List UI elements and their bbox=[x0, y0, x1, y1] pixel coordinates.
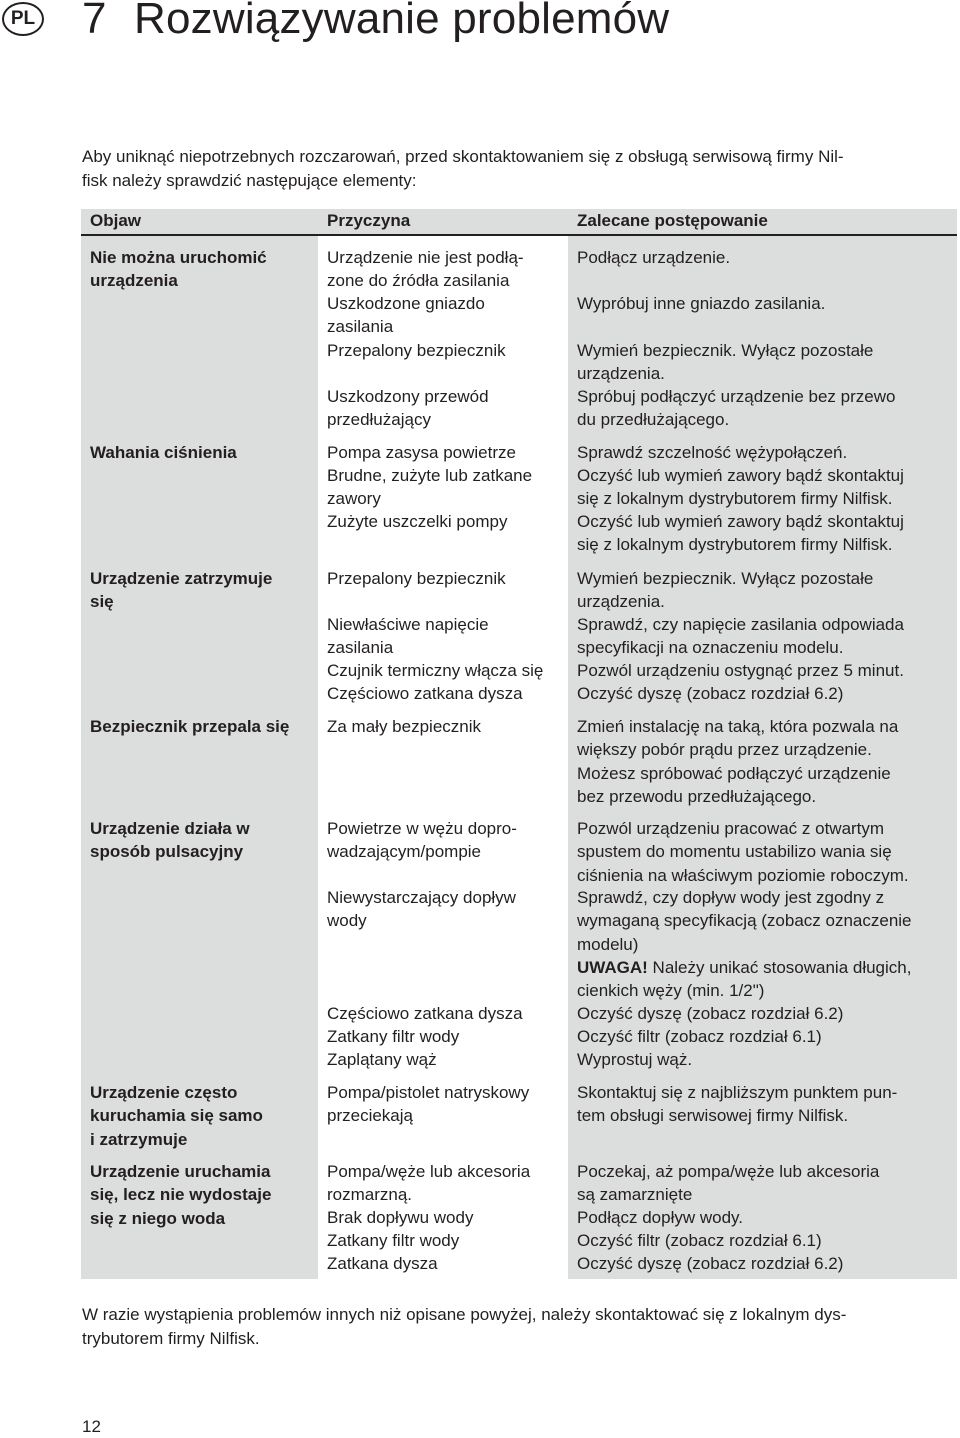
action-line: Pozwól urządzeniu pracować z otwartym bbox=[577, 819, 885, 838]
warning-line bbox=[577, 956, 911, 979]
action-line: Oczyść filtr (zobacz rozdział 6.1) bbox=[577, 1231, 822, 1250]
action-line: Podłącz dopływ wody. bbox=[577, 1208, 743, 1227]
chapter-title: Rozwiązywanie problemów bbox=[134, 0, 670, 43]
action-line: Oczyść dyszę (zobacz rozdział 6.2) bbox=[577, 1254, 844, 1273]
action-cell bbox=[577, 817, 909, 887]
cause-line: Czujnik termiczny włącza się bbox=[327, 661, 544, 680]
table-header-rule bbox=[81, 234, 957, 236]
action-line: wymaganą specyfikacją (zobacz oznaczenie bbox=[577, 911, 912, 931]
action-cell bbox=[577, 510, 904, 557]
action-cell bbox=[577, 1206, 743, 1229]
symptom-line: się bbox=[90, 592, 114, 612]
footer-line: W razie wystąpienia problemów innych niż opisane powyżej, należy skontaktować się z lokalnym dys- bbox=[82, 1305, 847, 1324]
cause-cell bbox=[327, 510, 507, 533]
action-line: Oczyść lub wymień zawory bądź skontaktuj bbox=[577, 466, 904, 485]
cause-cell bbox=[327, 886, 516, 933]
intro-line: Aby uniknąć niepotrzebnych rozczarowań, przed skontaktowaniem się z obsługą serwisową firmy Nil- bbox=[82, 147, 844, 166]
action-cell bbox=[577, 682, 843, 705]
cause-cell bbox=[327, 246, 524, 293]
cause-line: Pompa/węże lub akcesoria bbox=[327, 1162, 531, 1181]
cause-line: wadzającym/pompie bbox=[327, 842, 482, 862]
cause-line: Częściowo zatkana dysza bbox=[327, 1004, 523, 1023]
action-line: Możesz spróbować podłączyć urządzenie bbox=[577, 763, 891, 783]
warning-label: UWAGA! bbox=[577, 958, 648, 977]
cause-cell bbox=[327, 659, 543, 682]
cause-cell bbox=[327, 613, 489, 660]
action-line: są zamarznięte bbox=[577, 1185, 693, 1205]
cause-line: Uszkodzony przewód bbox=[327, 387, 489, 406]
footer-line: trybutorem firmy Nilfisk. bbox=[82, 1328, 260, 1348]
action-line: Sprawdź szczelność wężypołączeń. bbox=[577, 443, 848, 462]
symptom-line: i zatrzymuje bbox=[90, 1129, 188, 1149]
cause-cell bbox=[327, 1025, 459, 1048]
cause-line: rozmarzną. bbox=[327, 1185, 413, 1205]
cause-line: Urządzenie nie jest podłą- bbox=[327, 248, 524, 267]
action-cell bbox=[577, 659, 904, 682]
symptom-line: się, lecz nie wydostaje bbox=[90, 1185, 272, 1205]
cause-cell bbox=[327, 715, 481, 738]
action-cell bbox=[577, 1025, 822, 1048]
cause-line: Przepalony bezpiecznik bbox=[327, 341, 506, 360]
cause-line: Powietrze w wężu dopro- bbox=[327, 819, 517, 838]
action-line: Oczyść dyszę (zobacz rozdział 6.2) bbox=[577, 1004, 844, 1023]
cause-cell bbox=[327, 1002, 523, 1025]
action-cell bbox=[577, 567, 873, 614]
symptom-cell bbox=[90, 1081, 263, 1151]
action-line: Wymień bezpiecznik. Wyłącz pozostałe bbox=[577, 569, 874, 588]
cause-line: zasilania bbox=[327, 638, 394, 658]
cause-line: Pompa zasysa powietrze bbox=[327, 443, 516, 462]
symptom-cell bbox=[90, 715, 289, 738]
cause-cell bbox=[327, 682, 523, 705]
action-cell bbox=[577, 1229, 822, 1252]
action-line: urządzenia. bbox=[577, 364, 665, 384]
cause-line: zawory bbox=[327, 489, 381, 509]
intro-paragraph bbox=[82, 145, 952, 192]
action-line: du przedłużającego. bbox=[577, 410, 730, 430]
cause-cell bbox=[327, 1048, 437, 1071]
cause-line: przeciekają bbox=[327, 1106, 413, 1126]
cause-cell bbox=[327, 339, 506, 362]
action-cell bbox=[577, 292, 825, 315]
action-line: się z lokalnym dystrybutorem firmy Nilfisk. bbox=[577, 535, 893, 555]
symptom-line: Urządzenie działa w bbox=[90, 819, 250, 838]
action-line: Zmień instalację na taką, która pozwala na bbox=[577, 717, 899, 736]
cause-cell bbox=[327, 1206, 473, 1229]
action-line: Sprawdź, czy napięcie zasilania odpowiada bbox=[577, 615, 904, 634]
page-title bbox=[82, 0, 669, 44]
troubleshooting-table bbox=[81, 209, 957, 1279]
cause-line: Zatkany filtr wody bbox=[327, 1027, 460, 1046]
footer-note bbox=[82, 1303, 846, 1350]
symptom-cell bbox=[90, 441, 237, 464]
cause-line: Zatkana dysza bbox=[327, 1254, 438, 1273]
action-cell bbox=[577, 464, 904, 511]
action-line: Oczyść lub wymień zawory bądź skontaktuj bbox=[577, 512, 904, 531]
action-line: Spróbuj podłączyć urządzenie bez przewo bbox=[577, 387, 896, 406]
symptom-line: Bezpiecznik przepala się bbox=[90, 717, 290, 736]
action-cell bbox=[577, 1252, 843, 1275]
cause-cell bbox=[327, 1160, 530, 1207]
action-line: cienkich węży (min. 1/2") bbox=[577, 981, 765, 1001]
action-cell bbox=[577, 613, 904, 660]
action-cell bbox=[577, 339, 873, 386]
symptom-line: Urządzenie często bbox=[90, 1083, 238, 1102]
cause-line: Niewystarczający dopływ bbox=[327, 888, 516, 907]
cause-line: zasilania bbox=[327, 317, 394, 337]
table-header-background bbox=[81, 209, 957, 234]
cause-cell bbox=[327, 1252, 438, 1275]
action-line: Wypróbuj inne gniazdo zasilania. bbox=[577, 294, 826, 313]
action-line: Skontaktuj się z najbliższym punktem pun- bbox=[577, 1083, 898, 1102]
action-line: Sprawdź, czy dopływ wody jest zgodny z bbox=[577, 888, 885, 907]
cause-line: Przepalony bezpiecznik bbox=[327, 569, 506, 588]
cause-line: Uszkodzone gniazdo bbox=[327, 294, 485, 313]
symptom-line: Urządzenie uruchamia bbox=[90, 1162, 271, 1181]
action-cell bbox=[577, 886, 912, 956]
action-line: Wymień bezpiecznik. Wyłącz pozostałe bbox=[577, 341, 874, 360]
symptom-cell bbox=[90, 567, 272, 614]
action-line: bez przewodu przedłużającego. bbox=[577, 786, 817, 806]
column-header-cause: Przyczyna bbox=[327, 211, 411, 230]
chapter-number: 7 bbox=[82, 0, 107, 43]
action-line: Poczekaj, aż pompa/węże lub akcesoria bbox=[577, 1162, 880, 1181]
cause-line: Zużyte uszczelki pompy bbox=[327, 512, 508, 531]
symptom-line: urządzenia bbox=[90, 271, 178, 291]
cause-line: Brudne, zużyte lub zatkane bbox=[327, 466, 533, 485]
warning-text: Należy unikać stosowania długich, bbox=[647, 958, 912, 977]
action-cell bbox=[577, 246, 730, 269]
action-line: specyfikacji na oznaczeniu modelu. bbox=[577, 638, 844, 658]
action-cell bbox=[577, 715, 898, 808]
action-line: urządzenia. bbox=[577, 592, 665, 612]
cause-line: Zaplątany wąż bbox=[327, 1050, 437, 1069]
column-header-action: Zalecane postępowanie bbox=[577, 211, 768, 230]
symptom-line: Wahania ciśnienia bbox=[90, 443, 237, 462]
cause-line: Częściowo zatkana dysza bbox=[327, 684, 523, 703]
action-cell bbox=[577, 1160, 879, 1207]
cause-cell bbox=[327, 385, 489, 432]
cause-cell bbox=[327, 1229, 459, 1252]
action-line: większy pobór prądu przez urządzenie. bbox=[577, 740, 872, 760]
cause-cell bbox=[327, 464, 532, 511]
cause-line: Pompa/pistolet natryskowy bbox=[327, 1083, 530, 1102]
action-cell bbox=[577, 385, 895, 432]
cause-cell bbox=[327, 817, 517, 864]
cause-line: Za mały bezpiecznik bbox=[327, 717, 482, 736]
cause-line: zone do źródła zasilania bbox=[327, 271, 510, 291]
intro-line: fisk należy sprawdzić następujące elementy: bbox=[82, 170, 417, 190]
action-cell bbox=[577, 1081, 897, 1128]
action-line: Oczyść dyszę (zobacz rozdział 6.2) bbox=[577, 684, 844, 703]
cause-line: wody bbox=[327, 911, 367, 931]
column-header-symptom: Objaw bbox=[90, 211, 142, 230]
symptom-line: Nie można uruchomić bbox=[90, 248, 267, 267]
symptom-cell bbox=[90, 1160, 271, 1230]
action-line: się z lokalnym dystrybutorem firmy Nilfisk. bbox=[577, 489, 893, 509]
action-cell bbox=[577, 441, 847, 464]
action-line: Oczyść filtr (zobacz rozdział 6.1) bbox=[577, 1027, 822, 1046]
cause-cell bbox=[327, 292, 485, 339]
action-cell bbox=[577, 1048, 692, 1071]
action-line: tem obsługi serwisowej firmy Nilfisk. bbox=[577, 1106, 849, 1126]
cause-line: przedłużający bbox=[327, 410, 431, 430]
cause-cell bbox=[327, 567, 506, 590]
cause-line: Zatkany filtr wody bbox=[327, 1231, 460, 1250]
symptom-line: kuruchamia się samo bbox=[90, 1106, 263, 1126]
page-number: 12 bbox=[82, 1417, 101, 1436]
action-line: Pozwól urządzeniu ostygnąć przez 5 minut. bbox=[577, 661, 904, 680]
action-line: Wyprostuj wąż. bbox=[577, 1050, 693, 1069]
action-line: Podłącz urządzenie. bbox=[577, 248, 731, 267]
language-badge: PL bbox=[2, 2, 44, 36]
action-cell bbox=[577, 1002, 843, 1025]
cause-line: Brak dopływu wody bbox=[327, 1208, 474, 1227]
symptom-cell bbox=[90, 817, 250, 864]
cause-cell bbox=[327, 1081, 529, 1128]
symptom-line: Urządzenie zatrzymuje bbox=[90, 569, 273, 588]
cause-line: Niewłaściwe napięcie bbox=[327, 615, 489, 634]
cause-cell bbox=[327, 441, 516, 464]
symptom-line: sposób pulsacyjny bbox=[90, 842, 244, 862]
symptom-line: się z niego woda bbox=[90, 1208, 226, 1228]
action-cell bbox=[577, 956, 911, 1003]
action-line: spustem do momentu ustabilizo wania się bbox=[577, 842, 892, 862]
action-line: ciśnienia na właściwym poziomie roboczym. bbox=[577, 865, 909, 885]
action-line: modelu) bbox=[577, 934, 639, 954]
symptom-cell bbox=[90, 246, 267, 293]
